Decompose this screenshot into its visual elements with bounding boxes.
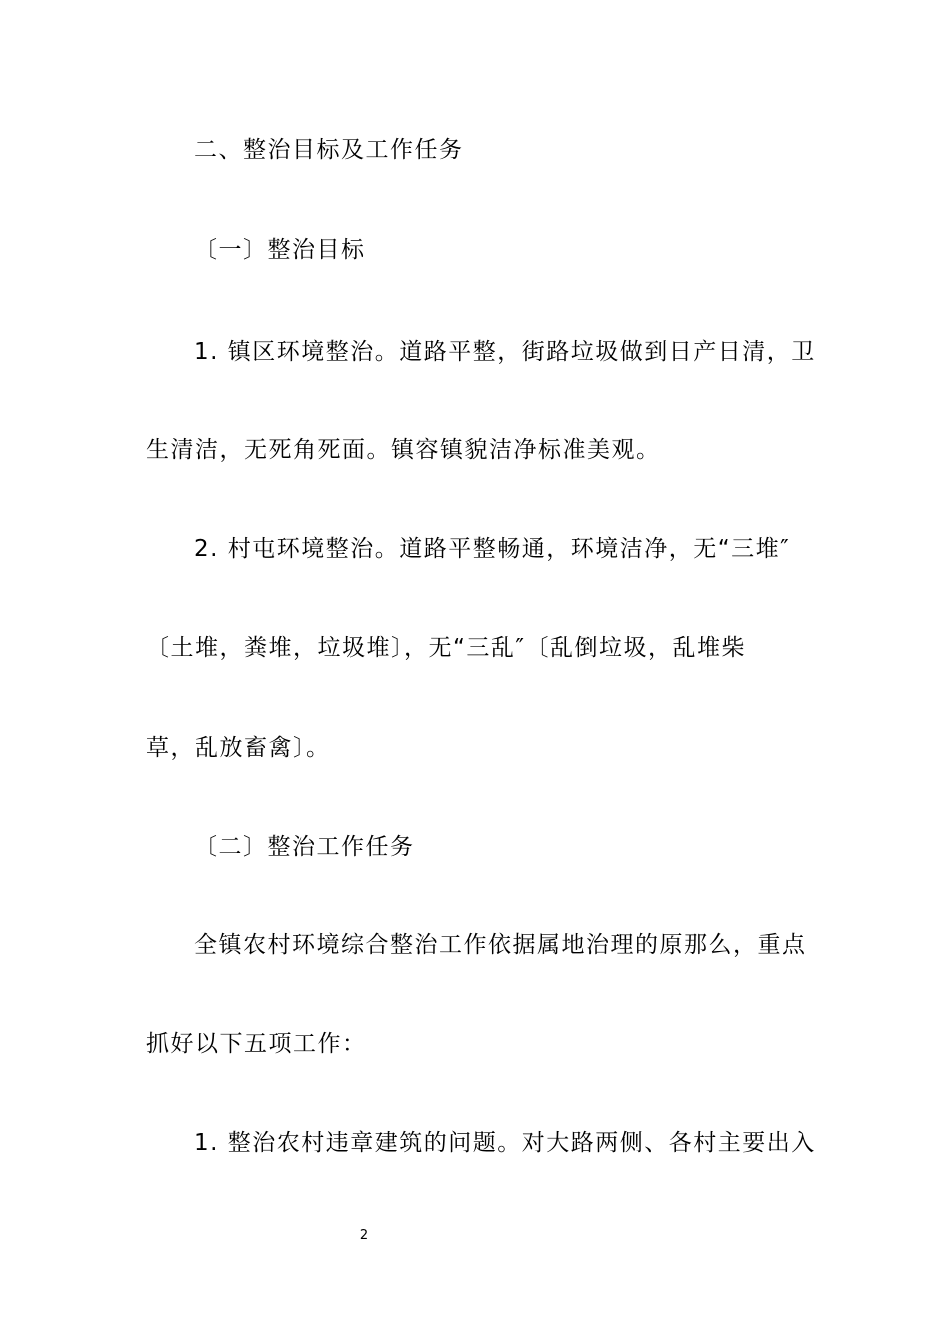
paragraph-line: 1. 整治农村违章建筑的问题。对大路两侧、各村主要出入 bbox=[194, 1130, 816, 1156]
paragraph-line: 〔土堆，粪堆，垃圾堆〕，无“三乱″〔乱倒垃圾，乱堆柴 bbox=[146, 635, 747, 661]
page-number: 2 bbox=[359, 1228, 369, 1243]
paragraph-line: 1. 镇区环境整治。道路平整，街路垃圾做到日产日清，卫 bbox=[194, 339, 816, 365]
paragraph-line: 2. 村屯环境整治。道路平整畅通，环境洁净，无“三堆″ bbox=[194, 536, 791, 562]
subsection-heading: 〔二〕整治工作任务 bbox=[194, 834, 415, 860]
paragraph-line: 全镇农村环境综合整治工作依据属地治理的原那么，重点 bbox=[194, 932, 807, 958]
section-heading: 二、整治目标及工作任务 bbox=[194, 137, 464, 163]
paragraph-line: 生清洁，无死角死面。镇容镇貌洁净标准美观。 bbox=[146, 437, 661, 463]
subsection-heading: 〔一〕整治目标 bbox=[194, 237, 366, 263]
paragraph-line: 抓好以下五项工作： bbox=[146, 1031, 367, 1057]
paragraph-line: 草，乱放畜禽〕。 bbox=[146, 735, 331, 761]
